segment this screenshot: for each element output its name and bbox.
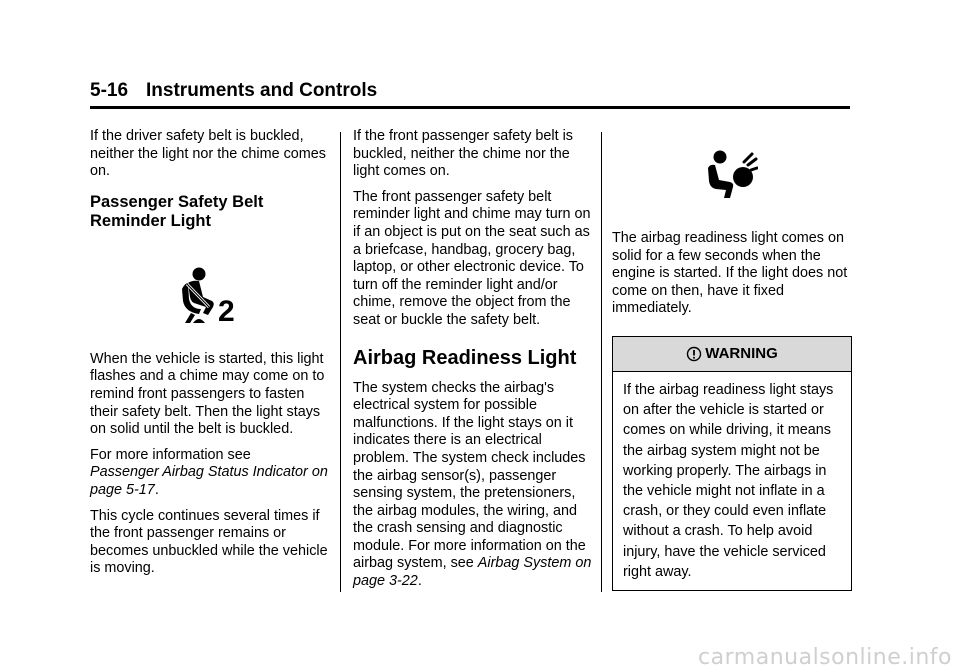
column-divider (601, 132, 602, 592)
cross-reference-link[interactable]: Passenger Airbag Status Indicator on page 5-17 (90, 464, 328, 498)
paragraph: This cycle continues several times if the front passenger remains or becomes unbuckled while the vehicle is moving. (90, 507, 328, 577)
warning-icon (686, 346, 702, 362)
warning-box (612, 336, 852, 591)
warning-text: If the airbag readiness light stays on after the vehicle is started or comes on while driving, it means the airbag system might not be working properly. The airbags in the vehicle might not inflate in a crash, or they could even inflate without a crash. To help avoid injury, have the vehicle serviced right away. (623, 381, 834, 580)
paragraph: If the front passenger safety belt is buckled, neither the chime nor the light comes on. (353, 128, 573, 180)
warning-header (613, 337, 851, 372)
page-header (90, 80, 850, 109)
text: . (417, 573, 422, 590)
section-heading: Passenger Safety Belt Reminder Light (90, 192, 264, 230)
column-1 (90, 128, 330, 586)
icon-container (612, 128, 852, 230)
column-3 (612, 128, 852, 591)
text: The system checks the airbag's electrical system for possible malfunctions. If the light stays on it indicates there is an electrical problem. The system check includes the airbag sensor(s), passenger sensing system, the pretensioners, the airbag modules, the wiring, and the crash sensing and diagnostic module. For more information on the airbag system, see (353, 379, 586, 572)
paragraph: The front passenger safety belt reminder light and chime may turn on if an object is put on the seat such as a briefcase, handbag, grocery bag, laptop, or other electronic device. To turn off the reminder light and/or chime, remove the object from the seat or buckle the safety belt. (353, 188, 591, 328)
column-2 (353, 128, 593, 599)
cross-reference-link[interactable]: Airbag System on page 3-22 (353, 555, 592, 590)
paragraph (353, 380, 593, 591)
icon-container (90, 231, 330, 351)
paragraph (90, 447, 330, 500)
section-heading: Airbag Readiness Light (353, 346, 577, 369)
seatbelt-icon-digit: 2 (218, 294, 235, 325)
text: . (154, 481, 159, 498)
text: For more information see (90, 446, 251, 463)
watermark: carmanualsonline.info (698, 645, 952, 670)
column-divider (340, 132, 341, 592)
seatbelt-reminder-icon (179, 267, 241, 325)
page-number: 5-16 (90, 80, 129, 101)
section-title: Instruments and Controls (146, 80, 378, 101)
paragraph: If the driver safety belt is buckled, neither the light nor the chime comes on. (90, 128, 326, 180)
paragraph: The airbag readiness light comes on solid for a few seconds when the engine is started. If the light does not come on then, have it fixed immediately. (612, 230, 848, 317)
paragraph: When the vehicle is started, this light flashes and a chime may come on to remind front passengers to fasten their safety belt. Then the light stays on solid until the belt is buckled. (90, 350, 325, 438)
warning-label: WARNING (705, 345, 778, 363)
airbag-readiness-icon (706, 150, 758, 200)
